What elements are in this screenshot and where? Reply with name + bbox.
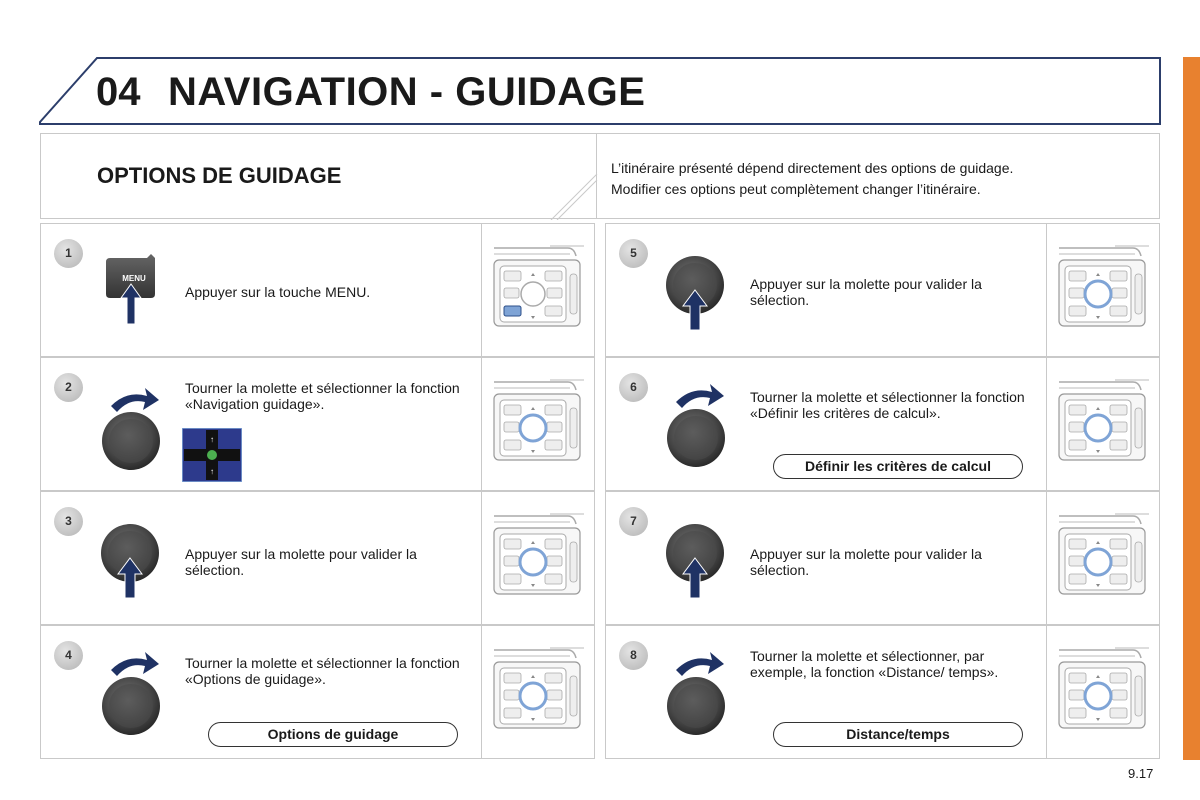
header-corner-lines xyxy=(531,174,601,220)
step-5 xyxy=(605,223,1160,357)
press-knob-icon xyxy=(664,254,730,334)
menu-option-label: Options de guidage xyxy=(208,722,458,747)
console-diagram xyxy=(481,626,595,758)
control-panel-icon xyxy=(1047,626,1161,758)
control-panel-icon xyxy=(1047,224,1161,356)
step-number-badge: 5 xyxy=(619,239,648,268)
svg-text:↑: ↑ xyxy=(210,435,214,444)
step-text: Appuyer sur la molette pour valider la sélection. xyxy=(185,546,417,578)
step-1 xyxy=(40,223,595,357)
chapter-title: NAVIGATION - GUIDAGE xyxy=(168,70,646,114)
menu-option-label: Distance/temps xyxy=(773,722,1023,747)
step-number-badge: 7 xyxy=(619,507,648,536)
step-7 xyxy=(605,491,1160,625)
control-panel-icon xyxy=(1047,492,1161,624)
press-knob-icon xyxy=(99,522,165,602)
step-text: Tourner la molette et sélectionner, par exemple, la fonction «Distance/ temps». xyxy=(750,648,999,680)
rotate-knob-icon xyxy=(664,380,734,470)
rotate-knob-icon xyxy=(99,648,169,738)
menu-key-label: MENU xyxy=(122,274,146,283)
step-3 xyxy=(40,491,595,625)
step-number-badge: 2 xyxy=(54,373,83,402)
control-panel-icon xyxy=(482,492,596,624)
control-panel-icon xyxy=(1047,358,1161,490)
step-number-badge: 4 xyxy=(54,641,83,670)
section-header xyxy=(40,133,1160,219)
step-text: Tourner la molette et sélectionner la fonction «Définir les critères de calcul». xyxy=(750,389,1025,421)
step-number-badge: 6 xyxy=(619,373,648,402)
menu-button-press-icon xyxy=(103,254,163,330)
control-panel-icon xyxy=(482,626,596,758)
console-diagram xyxy=(1046,358,1160,490)
step-number-badge: 1 xyxy=(54,239,83,268)
step-8 xyxy=(605,625,1160,759)
svg-text:↑: ↑ xyxy=(210,467,214,476)
step-number-badge: 8 xyxy=(619,641,648,670)
step-text: Appuyer sur la touche MENU. xyxy=(185,284,371,300)
console-diagram xyxy=(481,224,595,356)
step-2 xyxy=(40,357,595,491)
page-number: 9.17 xyxy=(1128,766,1154,781)
console-diagram xyxy=(1046,626,1160,758)
step-text: Appuyer sur la molette pour valider la sélection. xyxy=(750,546,982,578)
press-knob-icon xyxy=(664,522,730,602)
navigation-guidance-icon xyxy=(182,428,242,482)
menu-option-label: Définir les critères de calcul xyxy=(773,454,1023,479)
section-intro xyxy=(611,158,1013,200)
section-title: OPTIONS DE GUIDAGE xyxy=(97,163,342,188)
control-panel-icon xyxy=(482,358,596,490)
chapter-number: 04 xyxy=(96,70,141,114)
rotate-knob-icon xyxy=(99,384,169,474)
step-number-badge: 3 xyxy=(54,507,83,536)
step-text: Appuyer sur la molette pour valider la sélection. xyxy=(750,276,982,308)
rotate-knob-icon xyxy=(664,648,734,738)
step-6 xyxy=(605,357,1160,491)
step-text: Tourner la molette et sélectionner la fonction «Options de guidage». xyxy=(185,655,460,687)
intro-line-2: Modifier ces options peut complètement changer l’itinéraire. xyxy=(611,181,981,197)
menu-key-highlight xyxy=(504,306,521,316)
console-diagram xyxy=(1046,224,1160,356)
console-diagram xyxy=(481,492,595,624)
step-4 xyxy=(40,625,595,759)
chapter-side-tab xyxy=(1183,57,1200,760)
control-panel-icon xyxy=(482,224,596,356)
intro-line-1: L’itinéraire présenté dépend directement des options de guidage. xyxy=(611,160,1014,176)
step-text: Tourner la molette et sélectionner la fonction «Navigation guidage». xyxy=(185,380,460,412)
console-diagram xyxy=(1046,492,1160,624)
console-diagram xyxy=(481,358,595,490)
